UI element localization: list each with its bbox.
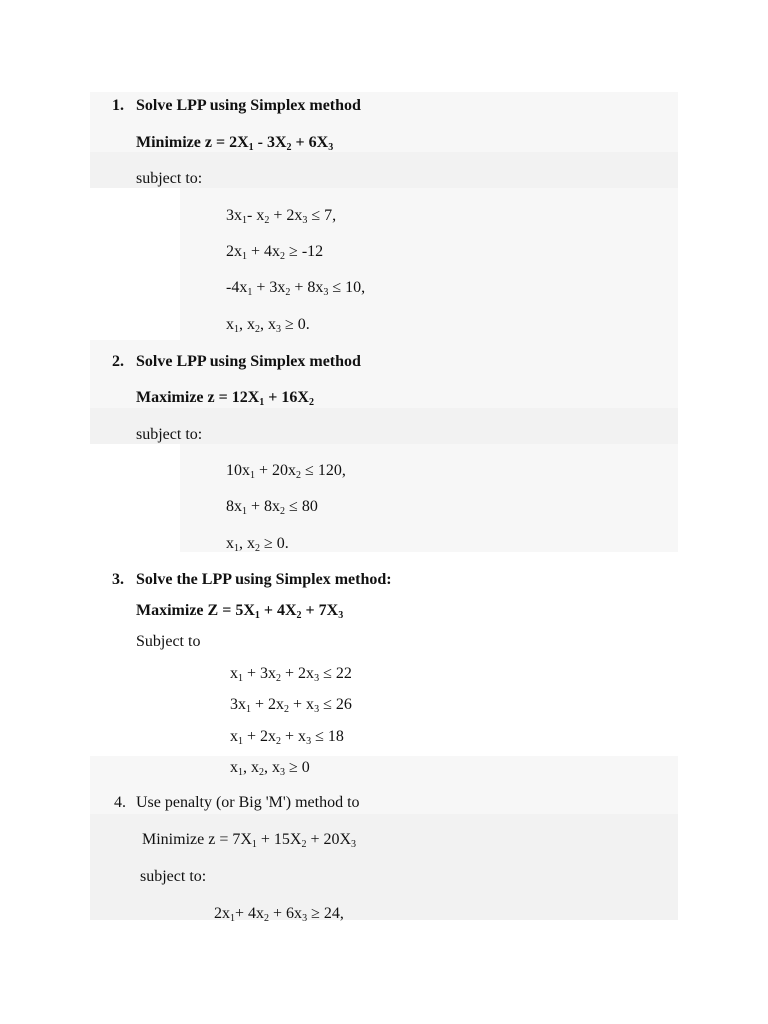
- term-text: , x: [243, 759, 259, 776]
- objective-term: + 7X: [301, 602, 339, 619]
- constraint: [226, 206, 336, 226]
- term-text: , x: [260, 316, 276, 333]
- subscript: 1: [230, 913, 235, 924]
- term-text: 10x: [226, 462, 250, 479]
- term-text: + 2x: [281, 665, 315, 682]
- subscript: 1: [248, 142, 254, 153]
- constraint: [230, 695, 352, 715]
- subscript: 2: [285, 287, 291, 298]
- problem-heading: Solve the LPP using Simplex method:: [136, 571, 392, 588]
- subscript: 2: [259, 767, 264, 778]
- term-text: ≥ 24,: [307, 905, 344, 922]
- constraint: [226, 534, 289, 554]
- objective-function: [136, 601, 343, 621]
- objective-prefix: Minimize z = 2X: [136, 134, 249, 151]
- subject-to-label: Subject to: [136, 633, 201, 650]
- problem-heading: Solve LPP using Simplex method: [136, 353, 361, 370]
- subscript: 3: [323, 287, 329, 298]
- subscript: 2: [264, 215, 270, 226]
- subscript: 1: [238, 673, 243, 684]
- term-text: + 8x: [290, 279, 324, 296]
- term-text: 3x: [226, 207, 242, 224]
- term-text: , x: [264, 759, 280, 776]
- constraint: [230, 758, 310, 778]
- subscript: 3: [314, 704, 320, 715]
- objective-prefix: Maximize Z = 5X: [136, 602, 255, 619]
- subscript: 2: [296, 470, 302, 481]
- objective-term: - 3X: [253, 134, 287, 151]
- term-text: 2x: [226, 243, 242, 260]
- term-text: ≤ 7,: [307, 207, 337, 224]
- subscript: 1: [251, 839, 257, 850]
- objective-term: + 6X: [291, 134, 329, 151]
- subject-to-label: subject to:: [136, 170, 203, 187]
- subscript: 2: [276, 673, 282, 684]
- constraint: [226, 242, 323, 262]
- objective-term: + 16X: [264, 389, 309, 406]
- subscript: 3: [302, 215, 308, 226]
- subscript: 3: [314, 673, 320, 684]
- problem-heading: Solve LPP using Simplex method: [136, 97, 361, 114]
- term-text: ≤ 22: [319, 665, 352, 682]
- problem-number: 1.: [112, 97, 124, 114]
- objective-term: + 20X: [306, 831, 352, 848]
- term-text: , x: [239, 316, 255, 333]
- term-text: + 4x: [247, 243, 281, 260]
- term-text: -4x: [226, 279, 248, 296]
- subscript: 1: [254, 610, 260, 621]
- subscript: 2: [264, 913, 270, 924]
- term-text: + 3x: [243, 665, 277, 682]
- subscript: 3: [338, 610, 344, 621]
- constraint: [214, 904, 344, 924]
- subscript: 2: [280, 506, 286, 517]
- term-text: x: [230, 728, 238, 745]
- subscript: 2: [308, 397, 314, 408]
- term-text: x: [230, 665, 238, 682]
- term-text: 2x: [214, 905, 230, 922]
- term-text: + 6x: [269, 905, 303, 922]
- term-text: 8x: [226, 498, 242, 515]
- subscript: 3: [280, 767, 285, 778]
- subscript: 2: [255, 324, 260, 335]
- term-text: ≥ 0: [285, 759, 310, 776]
- subscript: 2: [276, 736, 282, 747]
- subscript: 1: [238, 736, 243, 747]
- subscript: 1: [242, 251, 247, 262]
- subscript: 2: [280, 251, 286, 262]
- objective-function: [136, 388, 314, 408]
- term-text: ≤ 120,: [301, 462, 346, 479]
- term-text: - x: [247, 207, 265, 224]
- objective-function: [136, 133, 333, 153]
- subscript: 1: [234, 324, 239, 335]
- subscript: 1: [242, 215, 247, 226]
- objective-function: [142, 830, 356, 850]
- subject-to-label: subject to:: [136, 426, 203, 443]
- term-text: x: [226, 316, 234, 333]
- subscript: 1: [242, 506, 247, 517]
- objective-prefix: Maximize z = 12X: [136, 389, 260, 406]
- term-text: + 3x: [252, 279, 286, 296]
- term-text: + 4x: [235, 905, 265, 922]
- constraint: [226, 315, 310, 335]
- subscript: 2: [255, 543, 260, 554]
- constraint: [226, 497, 318, 517]
- objective-prefix: Minimize z = 7X: [142, 831, 252, 848]
- constraint: [230, 727, 344, 747]
- subscript: 2: [284, 704, 290, 715]
- term-text: ≤ 26: [319, 696, 352, 713]
- subscript: 3: [306, 736, 312, 747]
- subscript: 1: [246, 704, 251, 715]
- objective-term: + 15X: [256, 831, 302, 848]
- subscript: 1: [247, 287, 253, 298]
- subscript: 3: [276, 324, 281, 335]
- term-text: + x: [289, 696, 315, 713]
- term-text: x: [226, 535, 234, 552]
- term-text: ≤ 80: [285, 498, 318, 515]
- term-text: + 2x: [269, 207, 303, 224]
- problem-number: 2.: [112, 353, 124, 370]
- problem-heading: Use penalty (or Big 'M') method to: [136, 794, 360, 811]
- subscript: 2: [286, 142, 292, 153]
- term-text: x: [230, 759, 238, 776]
- subscript: 1: [250, 470, 255, 481]
- subscript: 3: [302, 913, 308, 924]
- term-text: + 2x: [243, 728, 277, 745]
- term-text: ≥ -12: [285, 243, 324, 260]
- subscript: 1: [259, 397, 265, 408]
- term-text: 3x: [230, 696, 246, 713]
- term-text: + x: [281, 728, 307, 745]
- subscript: 1: [238, 767, 243, 778]
- constraint: [226, 461, 346, 481]
- objective-term: + 4X: [259, 602, 297, 619]
- subscript: 2: [301, 839, 307, 850]
- term-text: ≤ 10,: [328, 279, 366, 296]
- constraint: [230, 664, 352, 684]
- term-text: + 2x: [251, 696, 285, 713]
- term-text: ≥ 0.: [281, 316, 310, 333]
- term-text: ≤ 18: [311, 728, 344, 745]
- subscript: 3: [328, 142, 334, 153]
- term-text: + 20x: [255, 462, 297, 479]
- term-text: + 8x: [247, 498, 281, 515]
- subscript: 3: [351, 839, 357, 850]
- term-text: , x: [239, 535, 255, 552]
- subscript: 2: [296, 610, 302, 621]
- subscript: 1: [234, 543, 239, 554]
- subject-to-label: subject to:: [140, 868, 207, 885]
- term-text: ≥ 0.: [260, 535, 289, 552]
- problem-number: 4.: [114, 794, 126, 811]
- constraint: [226, 278, 365, 298]
- problem-number: 3.: [112, 571, 124, 588]
